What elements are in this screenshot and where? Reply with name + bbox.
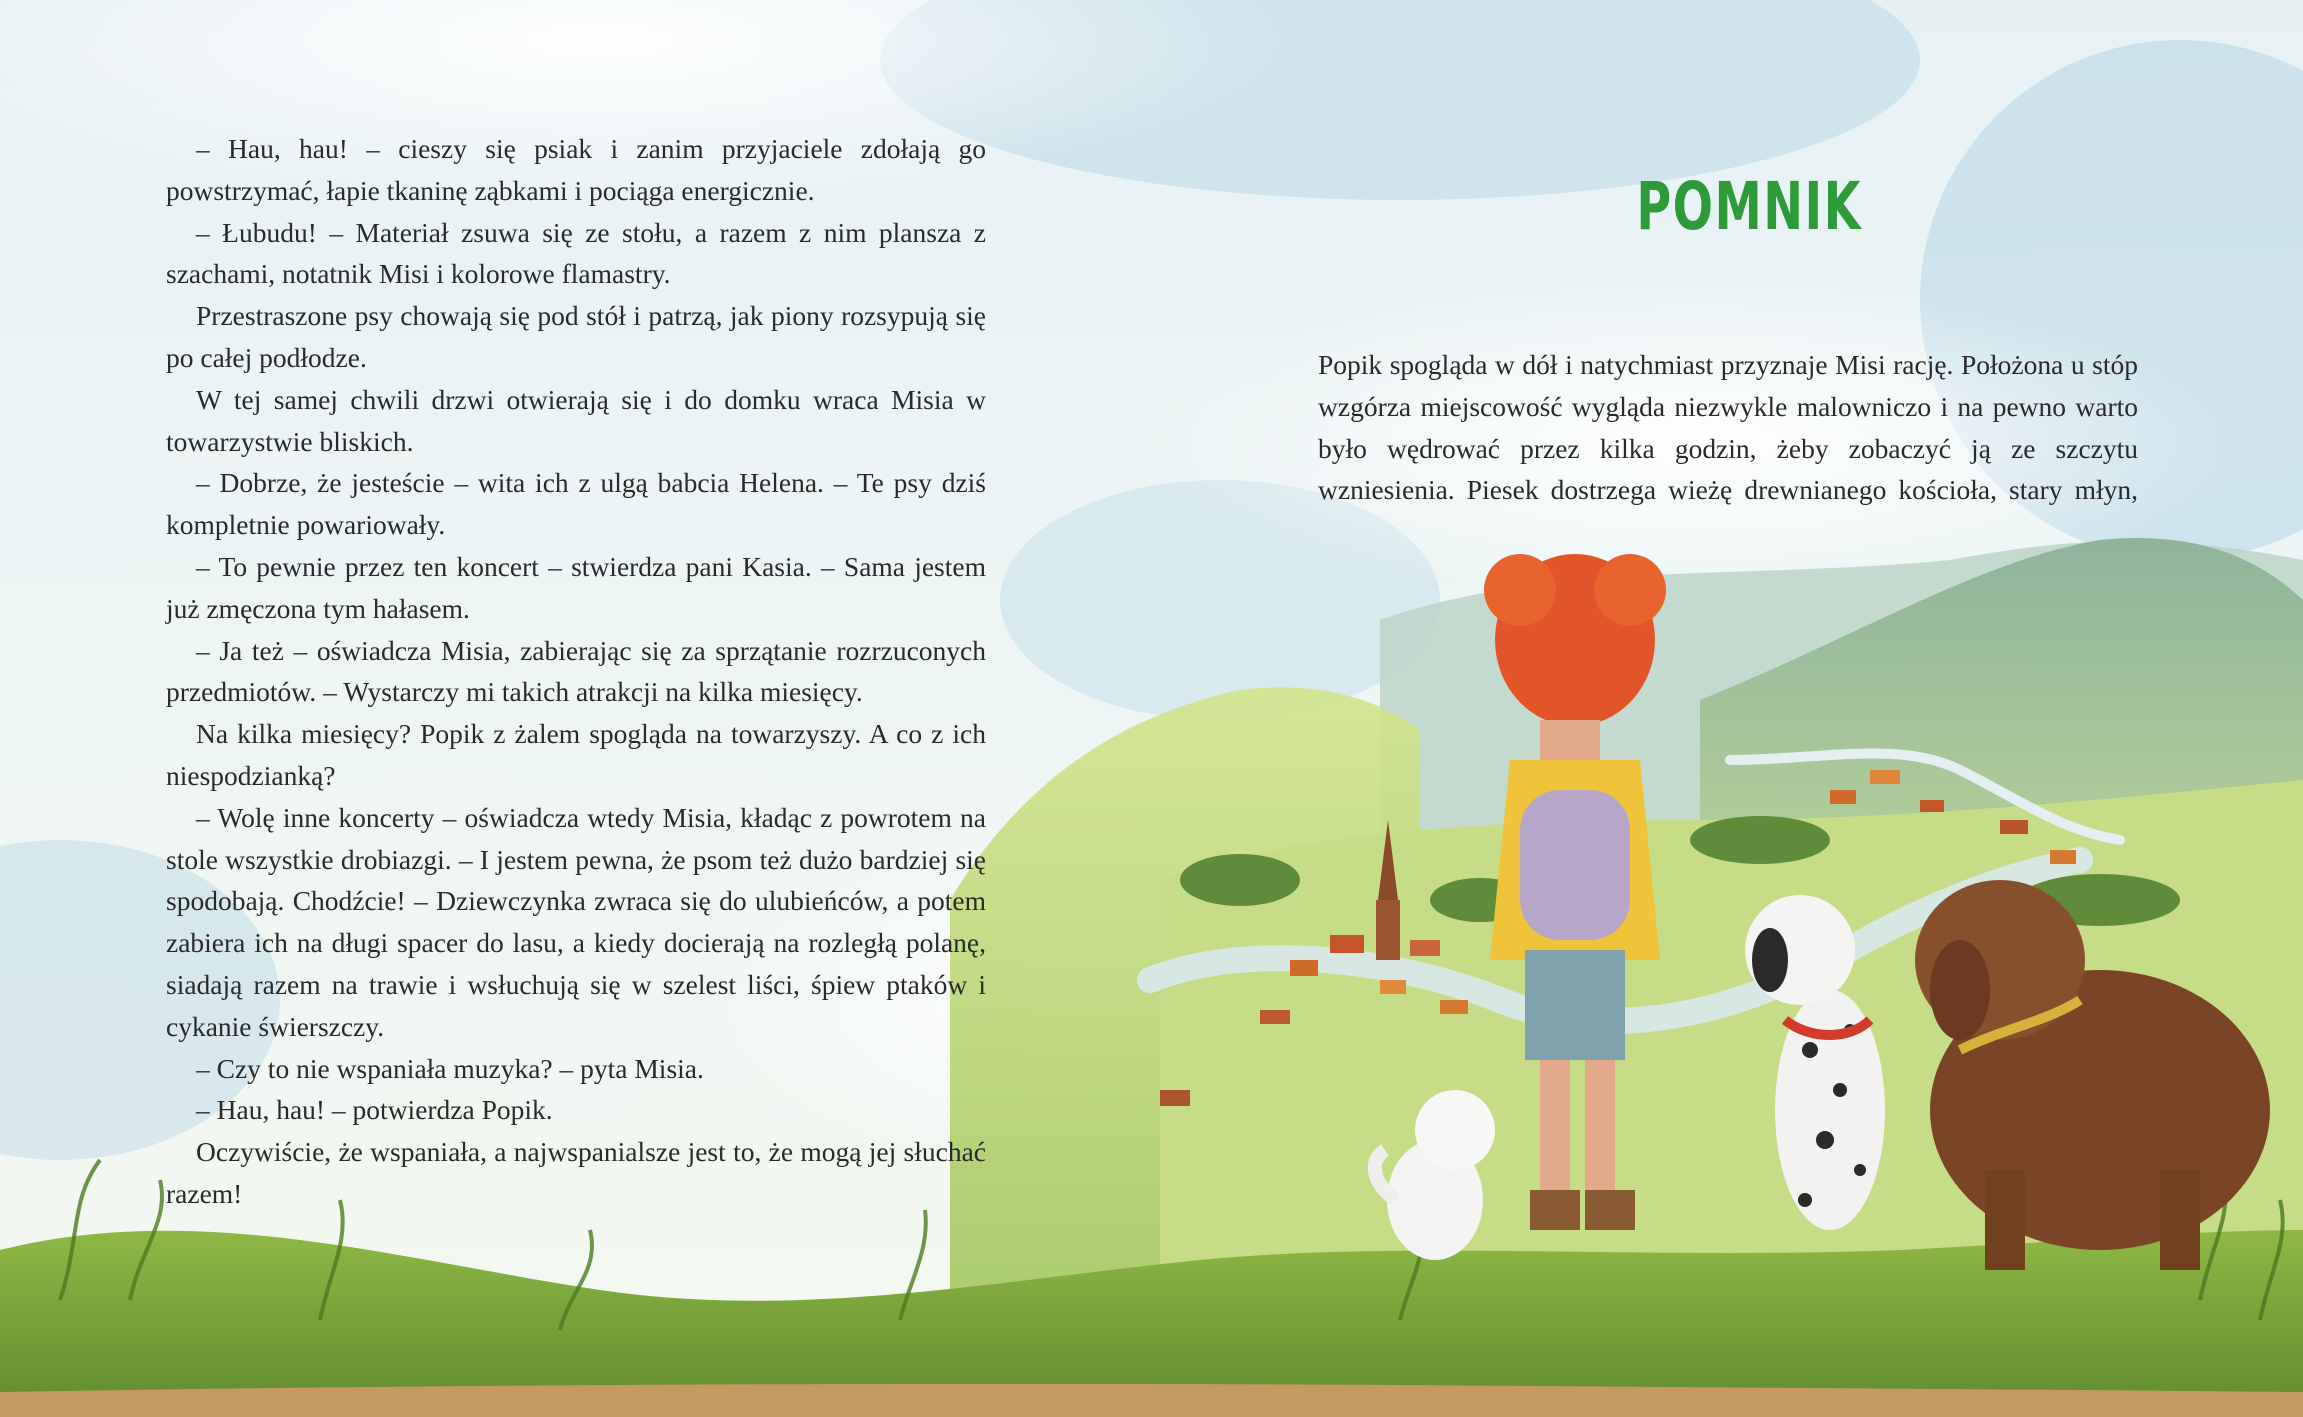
paragraph: – Ja też – oświadcza Misia, zabierając się za sprzątanie rozrzuconych przedmiotów. – Wystarczy mi takich atrakcji na kilka miesięcy. bbox=[166, 634, 986, 708]
paragraph: Na kilka miesięcy? Popik z żalem spogląda na towarzyszy. A co z ich niespodzianką? bbox=[166, 718, 986, 791]
left-page-text bbox=[166, 128, 986, 1215]
paragraph: – Hau, hau! – cieszy się psiak i zanim przyjaciele zdołają go powstrzymać, łapie tkaninę ząbkami i pociąga energicznie. bbox=[166, 133, 986, 206]
right-page-text bbox=[1318, 344, 2138, 511]
paragraph: – Łubudu! – Materiał zsuwa się ze stołu, a razem z nim plansza z szachami, notatnik Misi i kolorowe flamastry. bbox=[166, 216, 986, 290]
paragraph: – Czy to nie wspaniała muzyka? – pyta Misia. bbox=[196, 1052, 704, 1084]
chapter-title: POMNIK bbox=[1636, 168, 1862, 245]
paragraph: Przestraszone psy chowają się pod stół i patrzą, jak piony rozsypują się po całej podłodze. bbox=[166, 300, 986, 373]
paragraph: – To pewnie przez ten koncert – stwierdza pani Kasia. – Sama jestem już zmęczona tym hałasem. bbox=[166, 550, 986, 624]
paragraph: – Dobrze, że jesteście – wita ich z ulgą babcia Helena. – Te psy dziś kompletnie powariowały. bbox=[166, 467, 986, 541]
paragraph: Popik spogląda w dół i natychmiast przyznaje Misi rację. Położona u stóp wzgórza miejscowość wygląda niezwykle malowniczo i na pewno warto było wędrować przez kilka godzin, żeby zobaczyć ją ze szczytu wzniesienia. Piesek dostrzega wieżę drewnianego kościoła, stary młyn, bbox=[1318, 349, 2138, 506]
paragraph: – Wolę inne koncerty – oświadcza wtedy Misia, kładąc z powrotem na stole wszystkie drobiazgi. – I jestem pewna, że psom też dużo bardziej się spodobają. Chodźcie! – Dziewczynka zwraca się do ulubieńców, a potem zabiera ich na długi spacer do lasu, a kiedy docierają na rozległą polanę, siadają razem na trawie i wsłuchują się w szelest liści, śpiew ptaków i cykanie świerszczy. bbox=[166, 801, 986, 1042]
paragraph: – Hau, hau! – potwierdza Popik. bbox=[196, 1094, 553, 1126]
paragraph: W tej samej chwili drzwi otwierają się i do domku wraca Misia w towarzystwie bliskich. bbox=[166, 383, 986, 457]
paragraph: Oczywiście, że wspaniała, a najwspanialsze jest to, że mogą jej słuchać razem! bbox=[166, 1136, 986, 1209]
